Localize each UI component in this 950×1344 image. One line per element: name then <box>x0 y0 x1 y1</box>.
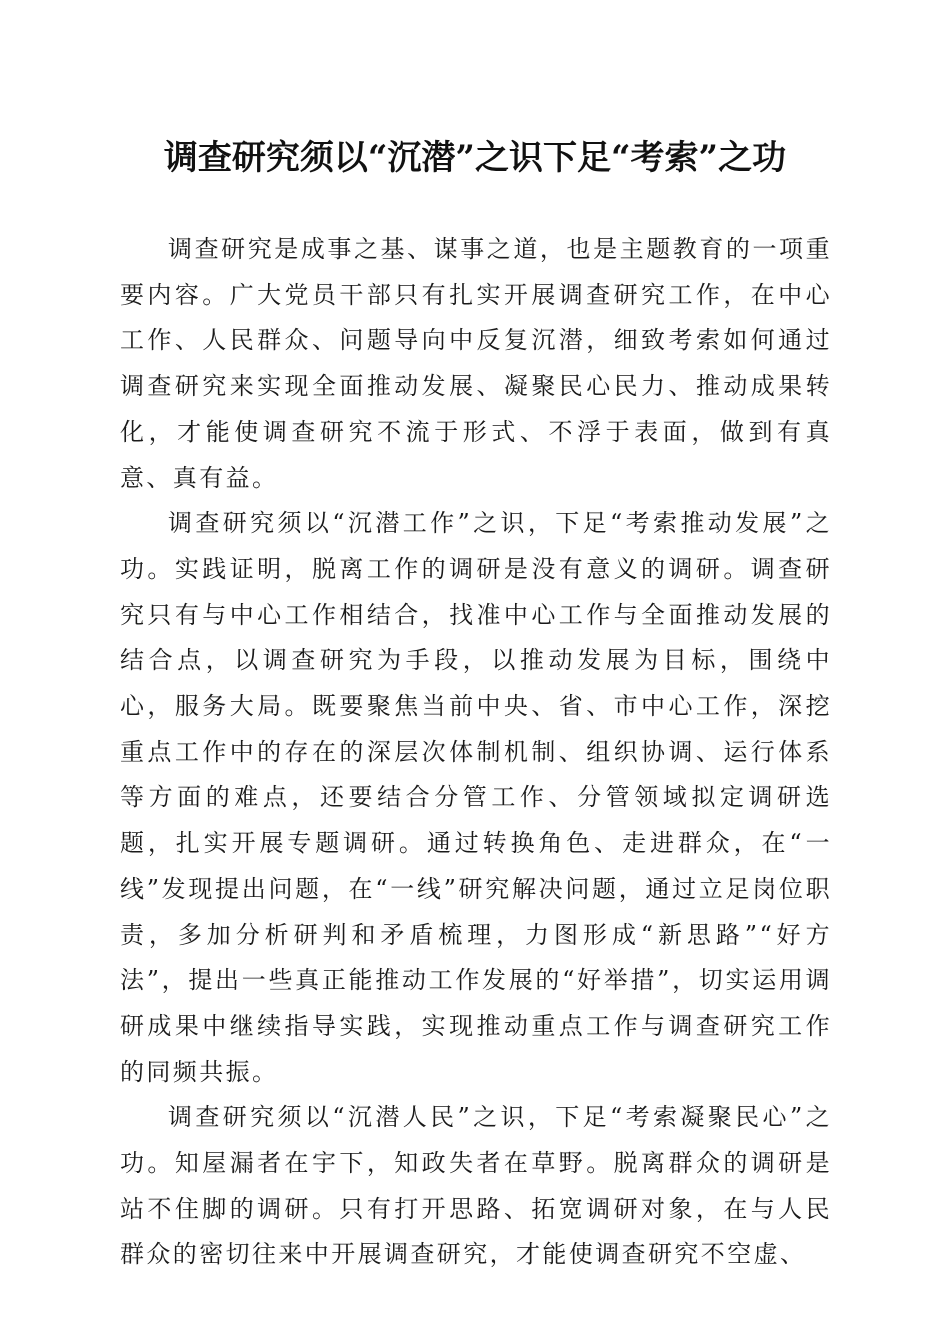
document-title: 调查研究须以“沉潜”之识下足“考索”之功 <box>163 138 787 178</box>
paragraph-2: 调查研究须以“沉潜工作”之识，下足“考索推动发展”之功。实践证明，脱离工作的调研是没有意义的调研。调查研究只有与中心工作相结合，找准中心工作与全面推动发展的结合点，以调查研究为手段，以推动发展为目标，围绕中心，服务大局。既要聚焦当前中央、省、市中心工作，深挖重点工作中的存在的深层次体制机制、组织协调、运行体系等方面的难点，还要结合分管工作、分管领域拟定调研选题，扎实开展专题调研。通过转换角色、走进群众，在“一线”发现提出问题，在“一线”研究解决问题，通过立足岗位职责，多加分析研判和矛盾梳理，力图形成“新思路”“好方法”，提出一些真正能推动工作发展的“好举措”，切实运用调研成果中继续指导实践，实现推动重点工作与调查研究工作的同频共振。 <box>120 509 832 1086</box>
document-body <box>120 227 832 1278</box>
paragraph-1: 调查研究是成事之基、谋事之道，也是主题教育的一项重要内容。广大党员干部只有扎实开展调查研究工作，在中心工作、人民群众、问题导向中反复沉潜，细致考索如何通过调查研究来实现全面推动发展、凝聚民心民力、推动成果转化，才能使调查研究不流于形式、不浮于表面，做到有真意、真有益。 <box>120 235 832 492</box>
paragraph-3: 调查研究须以“沉潜人民”之识，下足“考索凝聚民心”之功。知屋漏者在宇下，知政失者在草野。脱离群众的调研是站不住脚的调研。只有打开思路、拓宽调研对象，在与人民群众的密切往来中开展调查研究，才能使调查研究不空虚、 <box>120 1103 832 1269</box>
